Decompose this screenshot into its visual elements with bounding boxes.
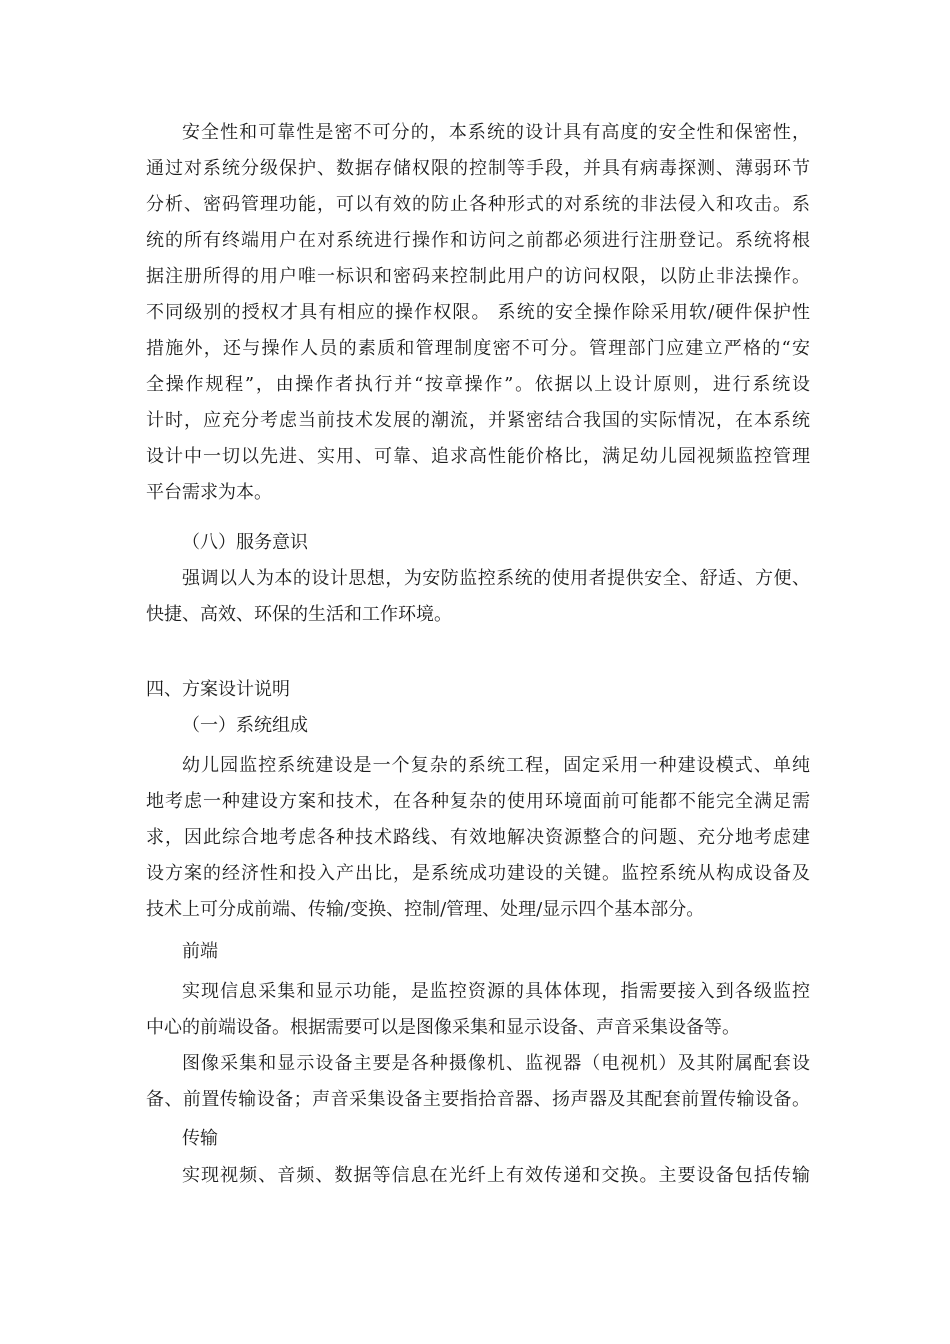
paragraph-line: 统的所有终端用户在对系统进行操作和访问之前都必须进行注册登记。系统将根 — [146, 230, 810, 251]
paragraph-line: 强调以人为本的设计思想，为安防监控系统的使用者提供安全、舒适、方便、 — [182, 568, 810, 589]
paragraph-line: 备、前置传输设备；声音采集设备主要指拾音器、扬声器及其配套前置传输设备。 — [146, 1089, 810, 1110]
paragraph-line: 地考虑一种建设方案和技术，在各种复杂的使用环境面前可能都不能完全满足需 — [146, 791, 810, 812]
paragraph-line: 技术上可分成前端、传输/变换、控制/管理、处理/显示四个基本部分。 — [146, 899, 705, 920]
paragraph-line: 据注册所得的用户唯一标识和密码来控制此用户的访问权限，以防止非法操作。 — [146, 266, 810, 287]
section-heading: （八）服务意识 — [182, 532, 308, 553]
paragraph-line: 全操作规程”，由操作者执行并“按章操作”。依据以上设计原则，进行系统设 — [146, 374, 810, 395]
section-heading: （一）系统组成 — [182, 715, 308, 736]
paragraph-line: 中心的前端设备。根据需要可以是图像采集和显示设备、声音采集设备等。 — [146, 1017, 740, 1038]
paragraph-line: 分析、密码管理功能，可以有效的防止各种形式的对系统的非法侵入和攻击。系 — [146, 194, 810, 215]
paragraph-line: 措施外，还与操作人员的素质和管理制度密不可分。管理部门应建立严格的“安 — [146, 338, 810, 359]
paragraph-line: 实现信息采集和显示功能，是监控资源的具体体现，指需要接入到各级监控 — [182, 981, 810, 1002]
paragraph-line: 平台需求为本。 — [146, 482, 272, 503]
paragraph-line: 通过对系统分级保护、数据存储权限的控制等手段，并具有病毒探测、薄弱环节 — [146, 158, 810, 179]
paragraph-line: 计时，应充分考虑当前技术发展的潮流，并紧密结合我国的实际情况，在本系统 — [146, 410, 810, 431]
paragraph-line: 不同级别的授权才具有相应的操作权限。 系统的安全操作除采用软/硬件保护性 — [146, 302, 810, 323]
subsection-heading: 传输 — [182, 1128, 218, 1149]
paragraph-line: 快捷、高效、环保的生活和工作环境。 — [146, 604, 452, 625]
chapter-heading: 四、方案设计说明 — [146, 679, 290, 700]
paragraph-line: 实现视频、音频、数据等信息在光纤上有效传递和交换。主要设备包括传输 — [182, 1165, 810, 1186]
paragraph-line: 幼儿园监控系统建设是一个复杂的系统工程，固定采用一种建设模式、单纯 — [182, 755, 810, 776]
subsection-heading: 前端 — [182, 941, 218, 962]
paragraph-line: 设计中一切以先进、实用、可靠、追求高性能价格比，满足幼儿园视频监控管理 — [146, 446, 810, 467]
paragraph-line: 求，因此综合地考虑各种技术路线、有效地解决资源整合的问题、充分地考虑建 — [146, 827, 810, 848]
paragraph-line: 设方案的经济性和投入产出比，是系统成功建设的关键。监控系统从构成设备及 — [146, 863, 810, 884]
paragraph-line: 图像采集和显示设备主要是各种摄像机、监视器（电视机）及其附属配套设 — [182, 1053, 810, 1074]
paragraph-line: 安全性和可靠性是密不可分的，本系统的设计具有高度的安全性和保密性， — [182, 122, 810, 143]
